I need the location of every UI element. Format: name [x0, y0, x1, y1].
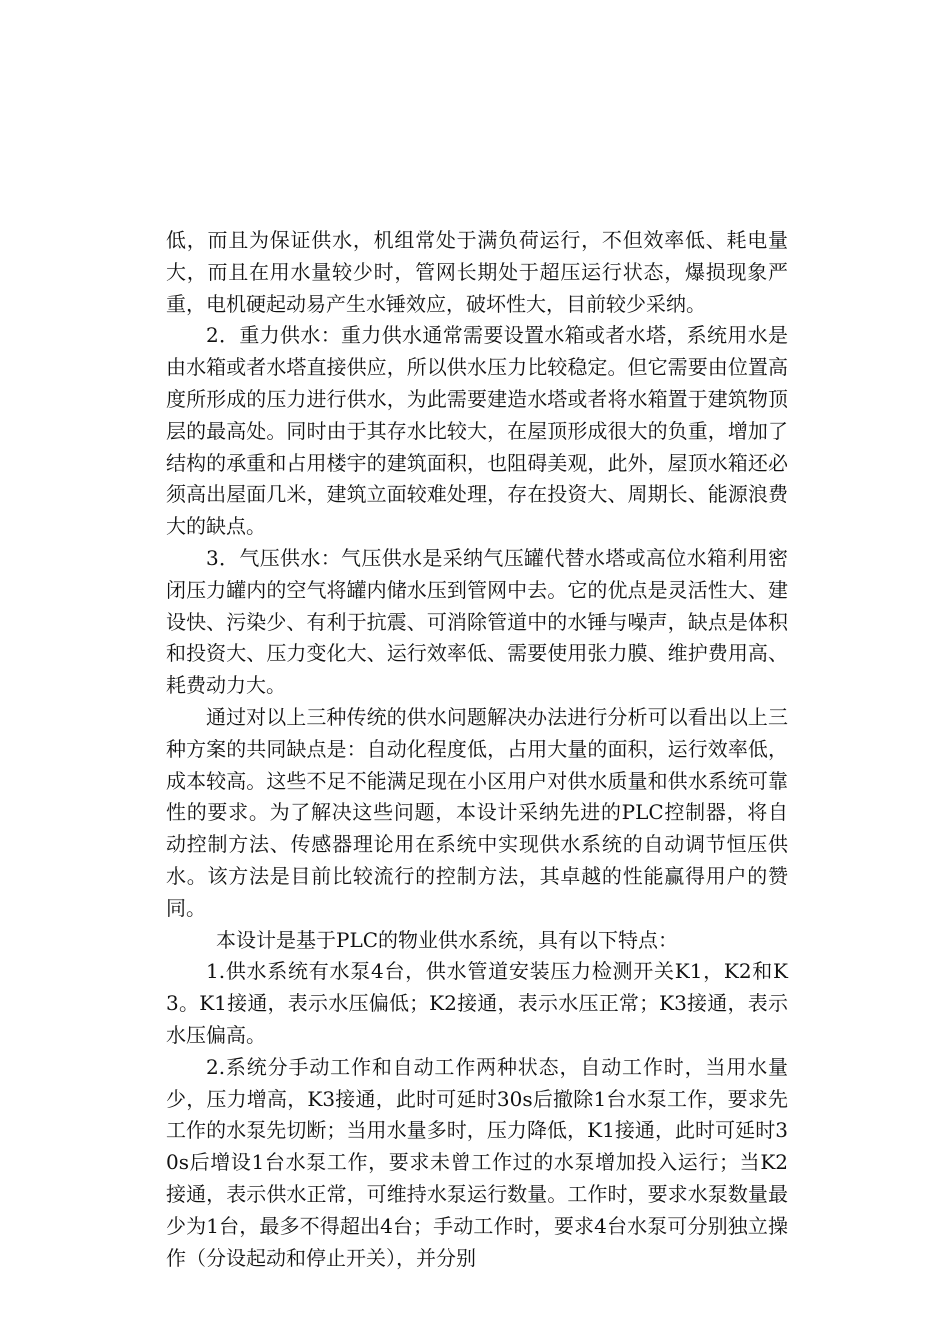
paragraph-continuation: 低，而且为保证供水，机组常处于满负荷运行，不但效率低、耗电量大，而且在用水量较少时，管网长期处于超压运行状态，爆损现象严重，电机硬起动易产生水锤效应，破坏性大，目前较少采纳。	[166, 228, 788, 316]
paragraph-pressure-supply: 3．气压供水：气压供水是采纳气压罐代替水塔或高位水箱利用密闭压力罐内的空气将罐内储水压到管网中去。它的优点是灵活性大、建设快、污染少、有利于抗震、可消除管道中的水锤与噪声，缺点是体积和投资大、压力变化大、运行效率低、需要使用张力膜、维护费用高、耗费动力大。	[166, 545, 788, 698]
paragraph-analysis: 通过对以上三种传统的供水问题解决办法进行分析可以看出以上三种方案的共同缺点是：自动化程度低，占用大量的面积，运行效率低，成本较高。这些不足不能满足现在小区用户对供水质量和供水系统可靠性的要求。为了解决这些问题，本设计采纳先进的PLC控制器，将自动控制方法、传感器理论用在系统中实现供水系统的自动调节恒压供水。该方法是目前比较流行的控制方法，其卓越的性能赢得用户的赞同。	[166, 704, 788, 920]
paragraph-feature-1: 1.供水系统有水泵4台，供水管道安装压力检测开关K1，K2和K3。K1接通，表示水压偏低；K2接通，表示水压正常；K3接通，表示水压偏高。	[166, 959, 788, 1047]
paragraph-gravity-supply: 2．重力供水：重力供水通常需要设置水箱或者水塔，系统用水是由水箱或者水塔直接供应，所以供水压力比较稳定。但它需要由位置高度所形成的压力进行供水，为此需要建造水塔或者将水箱置于建筑物顶层的最高处。同时由于其存水比较大，在屋顶形成很大的负重，增加了结构的承重和占用楼宇的建筑面积，也阻碍美观，此外，屋顶水箱还必须高出屋面几米，建筑立面较难处理，存在投资大、周期长、能源浪费大的缺点。	[166, 323, 788, 539]
paragraph-features-intro: 本设计是基于PLC的物业供水系统，具有以下特点：	[216, 927, 679, 952]
paragraph-feature-2: 2.系统分手动工作和自动工作两种状态，自动工作时，当用水量少，压力增高，K3接通，此时可延时30s后撤除1台水泵工作，要求先工作的水泵先切断；当用水量多时，压力降低，K1接通，此时可延时30s后增设1台水泵工作，要求未曾工作过的水泵增加投入运行；当K2接通，表示供水正常，可维持水泵运行数量。工作时，要求水泵数量最少为1台，最多不得超出4台；手动工作时，要求4台水泵可分别独立操作（分设起动和停止开关），并分别	[166, 1054, 788, 1270]
body-text	[166, 225, 788, 1274]
